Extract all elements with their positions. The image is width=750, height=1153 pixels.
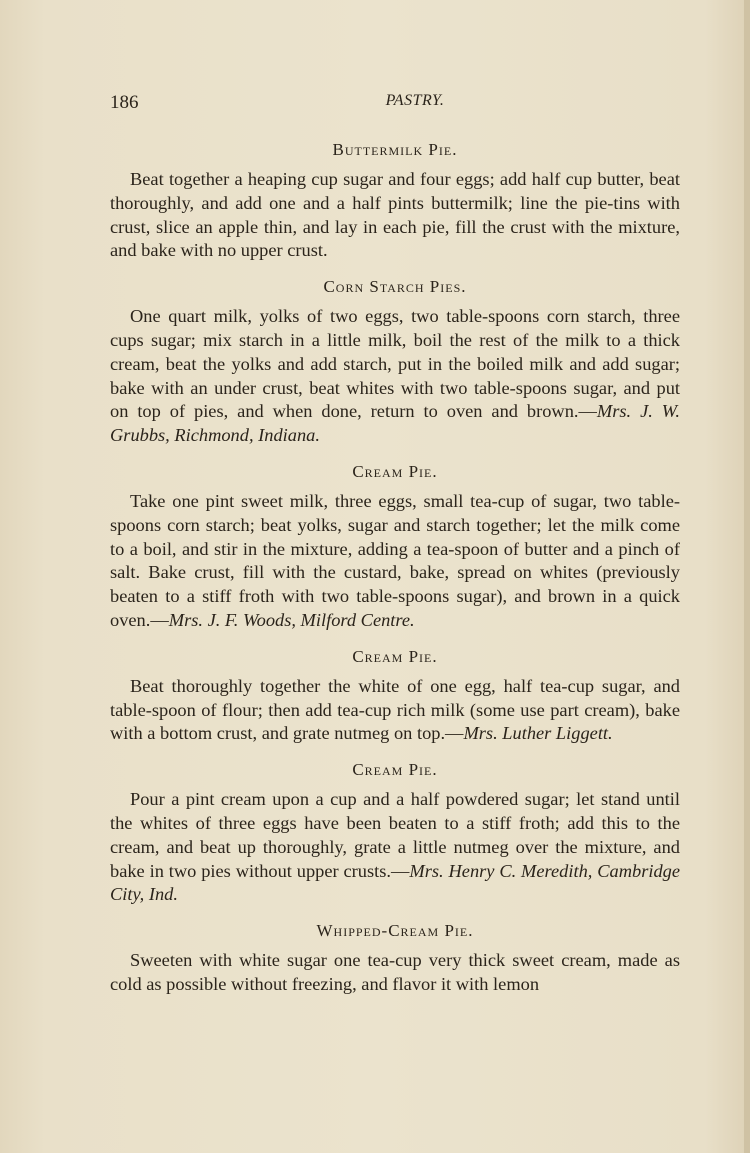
recipe-text: Pour a pint cream upon a cup and a half powdered sugar; let stand until the whites of three eggs have been beaten to a stiff froth; add this to the cream, and beat up thoroughly, grate a little nutmeg over the mixture, and bake in two pies without upper crusts.—Mrs. Henry C. Meredith, Cambridge City, Ind. <box>110 789 681 905</box>
recipe-attribution: Mrs. Luther Liggett. <box>463 723 613 744</box>
recipe-title: Corn Starch Pies. <box>323 277 467 297</box>
recipe-title: Whipped-Cream Pie. <box>316 921 474 941</box>
page-number: 186 <box>110 92 139 113</box>
recipe-text: Sweeten with white sugar one tea-cup very thick sweet cream, made as cold as possible without freezing, and flavor it with lemon <box>110 950 680 994</box>
recipe-attribution: Mrs. J. F. Woods, Milford Centre. <box>168 609 415 630</box>
recipe-text: One quart milk, yolks of two eggs, two table-spoons corn starch, three cups sugar; mix starch in a little milk, boil the rest of the milk to a thick cream, beat the yolks and add starch, put in the boiled milk and add sugar; bake with an under crust, beat whites with two table-spoons sugar, and put on top of pies, and when done, return to oven and brown.—Mrs. J. W. Grubbs, Richmond, Indiana. <box>110 306 680 446</box>
recipe-text: Beat together a heaping cup sugar and four eggs; add half cup butter, beat thoroughly, and add one and a half pints buttermilk; line the pie-tins with crust, slice an apple thin, and lay in each pie, fill the crust with the mixture, and bake with no upper crust. <box>110 169 680 261</box>
recipe-title: Cream Pie. <box>352 760 438 780</box>
recipe-attribution: Mrs. J. W. Grubbs, Richmond, Indiana. <box>110 401 680 446</box>
recipe-text: Beat thoroughly together the white of one egg, half tea-cup sugar, and table-spoon of flour; then add tea-cup rich milk (some use part cream), bake with a bottom crust, and grate nutmeg on top.—Mrs. Luther Liggett. <box>110 675 680 744</box>
recipe-text: Take one pint sweet milk, three eggs, small tea-cup of sugar, two table-spoons corn starch; beat yolks, sugar and starch together; let the milk come to a boil, and stir in the mixture, adding a tea-spoon of butter and a pinch of salt. Bake crust, fill with the custard, bake, spread on whites (previously beaten to a stiff froth with two table-spoons sugar), and brown in a quick oven.—Mrs. J. F. Woods, Milford Centre. <box>110 490 680 630</box>
page-header <box>110 92 680 120</box>
recipe-title: Cream Pie. <box>352 461 438 481</box>
recipe-title: Buttermilk Pie. <box>332 140 458 159</box>
recipe-attribution: Mrs. Henry C. Meredith, Cambridge City, Ind. <box>110 860 681 905</box>
recipe-title: Cream Pie. <box>352 646 438 666</box>
page-content <box>110 138 680 1009</box>
running-title: PASTRY. <box>385 92 445 109</box>
page-edge <box>744 0 750 1153</box>
